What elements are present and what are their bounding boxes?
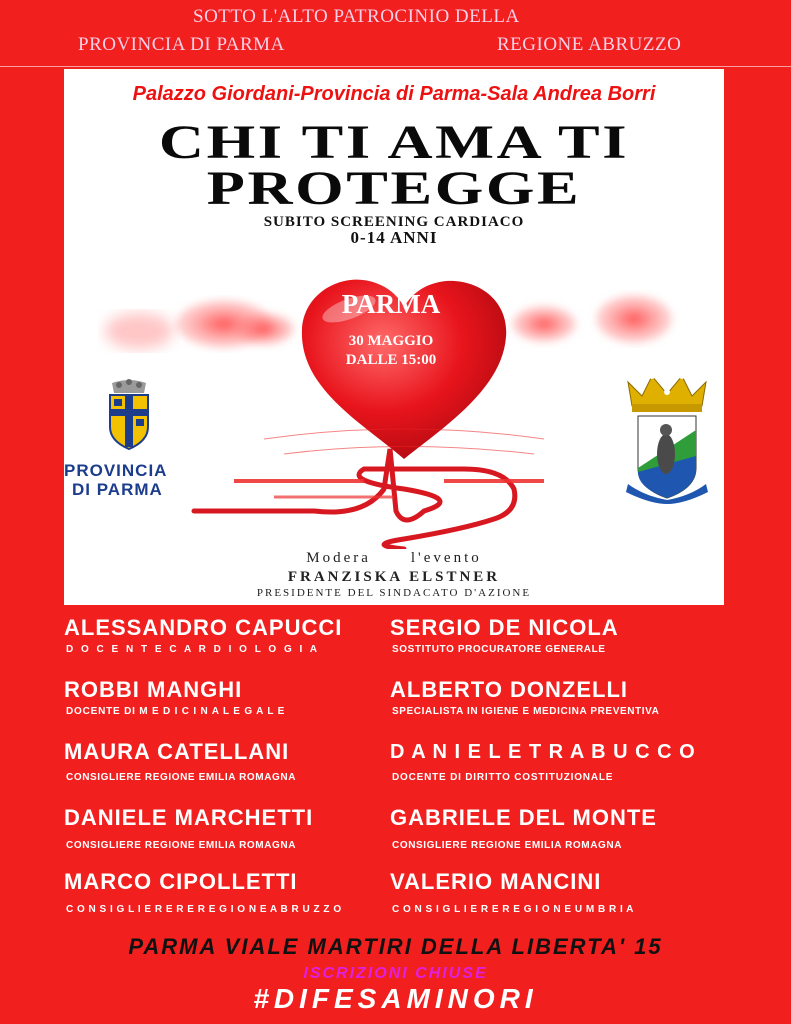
heart-time: DALLE 15:00 <box>345 352 437 368</box>
speaker-1-name: ALESSANDRO CAPUCCI <box>64 615 343 640</box>
speaker-8-role: CONSIGLIERE REGIONE EMILIA ROMAGNA <box>392 840 623 851</box>
speaker-9-role: C O N S I G L I E R E R E R E G I O N E A B R U Z Z O <box>66 904 342 915</box>
moderator-intro-a: Modera <box>306 550 371 566</box>
province-logo-line-1: PROVINCIA <box>64 461 168 480</box>
moderator-role: PRESIDENTE DEL SINDACATO D'AZIONE <box>256 587 532 599</box>
venue-line: Palazzo Giordani-Provincia di Parma-Sala Andrea Borri <box>132 83 656 105</box>
speaker-10-role: C O N S I G L I E R E R E G I O N E U M B R I A <box>392 904 634 915</box>
speaker-2-role: SOSTITUTO PROCURATORE GENERALE <box>392 644 606 655</box>
blurred-heart-left <box>176 300 294 348</box>
speaker-6-role: DOCENTE DI DIRITTO COSTITUZIONALE <box>392 772 614 783</box>
patronage-title: SOTTO L'ALTO PATROCINIO DELLA <box>193 6 520 27</box>
speaker-3-role: DOCENTE DI M E D I C I N A L E G A L E <box>66 706 286 717</box>
speaker-5-role: CONSIGLIERE REGIONE EMILIA ROMAGNA <box>66 772 297 783</box>
moderator-intro-b: l'evento <box>410 550 482 566</box>
blurred-heart-faint-left <box>105 313 173 349</box>
speaker-10-name: VALERIO MANCINI <box>390 869 602 894</box>
moderator-name: FRANZISKA ELSTNER <box>287 569 501 585</box>
patronage-region: REGIONE ABRUZZO <box>497 34 682 55</box>
subtitle-line-1: SUBITO SCREENING CARDIACO <box>263 214 525 230</box>
speaker-7-name: DANIELE MARCHETTI <box>64 805 314 830</box>
speaker-4-name: ALBERTO DONZELLI <box>390 677 629 702</box>
subtitle-line-2: 0-14 ANNI <box>350 228 438 247</box>
patronage-province: PROVINCIA DI PARMA <box>78 34 285 55</box>
speaker-9-name: MARCO CIPOLLETTI <box>64 869 298 894</box>
speaker-4-role: SPECIALISTA IN IGIENE E MEDICINA PREVENTIVA <box>392 706 660 717</box>
abruzzo-region-crest-icon <box>624 372 710 504</box>
poster-panel <box>64 69 724 605</box>
speaker-5-name: MAURA CATELLANI <box>64 739 290 764</box>
registration-status: ISCRIZIONI CHIUSE <box>303 965 488 982</box>
title-line-2: PROTEGGE <box>206 162 582 215</box>
moderator-intro <box>64 550 724 567</box>
ecg-line <box>194 449 515 549</box>
event-address: PARMA VIALE MARTIRI DELLA LIBERTA' 15 <box>128 934 663 959</box>
speaker-1-role: D O C E N T E C A R D I O L O G I A <box>66 644 320 655</box>
province-parma-crest-icon <box>104 379 154 451</box>
blurred-heart-right <box>512 295 672 343</box>
heart-city: PARMA <box>341 289 441 319</box>
speaker-6-name: D A N I E L E T R A B U C C O <box>390 741 696 763</box>
heart-date: 30 MAGGIO <box>348 333 434 349</box>
speaker-7-role: CONSIGLIERE REGIONE EMILIA ROMAGNA <box>66 840 297 851</box>
speaker-3-name: ROBBI MANGHI <box>64 677 243 702</box>
speaker-8-name: GABRIELE DEL MONTE <box>390 805 657 830</box>
header-divider <box>0 66 791 67</box>
speaker-2-name: SERGIO DE NICOLA <box>390 615 619 640</box>
title-line-1: CHI TI AMA TI <box>158 116 630 169</box>
province-logo-line-2: DI PARMA <box>72 480 163 499</box>
hashtag: #DIFESAMINORI <box>253 983 538 1014</box>
